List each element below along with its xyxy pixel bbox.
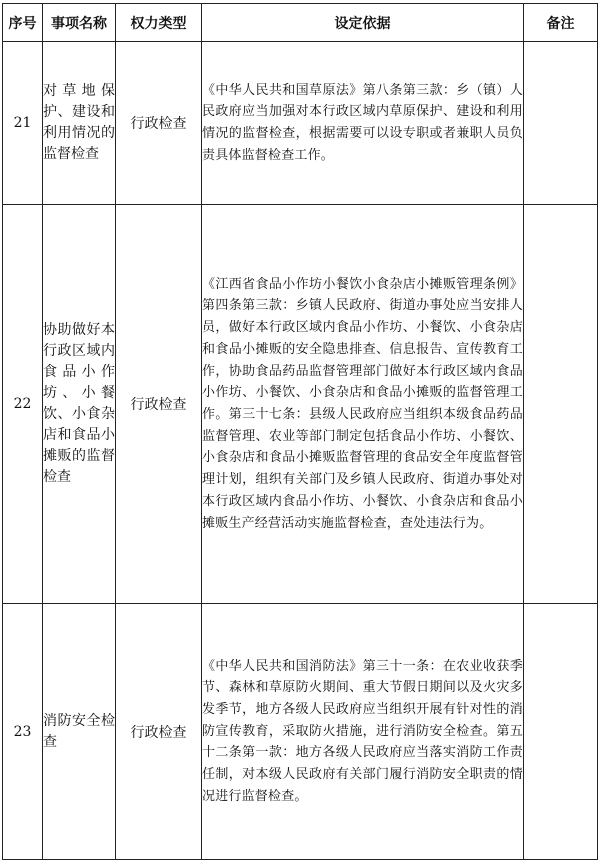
row-power-type: 行政检查 — [116, 42, 202, 205]
header-basis: 设定依据 — [202, 4, 524, 42]
table-row — [3, 604, 598, 860]
header-type: 权力类型 — [116, 4, 202, 42]
row-seq: 23 — [3, 604, 43, 860]
header-note: 备注 — [524, 4, 598, 42]
power-list-table — [2, 3, 598, 860]
row-note — [524, 42, 598, 205]
row-item-name: 对草地保护、建设和利用情况的监督检查 — [43, 42, 116, 205]
row-seq: 22 — [3, 205, 43, 604]
row-item-name: 协助做好本行政区域内食品小作坊、小餐饮、小食杂店和食品小摊贩的监督检查 — [43, 205, 116, 604]
row-note — [524, 205, 598, 604]
header-seq: 序号 — [3, 4, 43, 42]
header-name: 事项名称 — [43, 4, 116, 42]
row-power-type: 行政检查 — [116, 604, 202, 860]
header-row — [3, 4, 598, 42]
row-legal-basis: 《中华人民共和国消防法》第三十一条：在农业收获季节、森林和草原防火期间、重大节假日期间以及火灾多发季节，地方各级人民政府应当组织开展有针对性的消防宣传教育，采取防火措施，进行消防安全检查。第五十二条第一款：地方各级人民政府应当落实消防工作责任制，对本级人民政府有关部门履行消防安全职责的情况进行监督检查。 — [202, 604, 524, 860]
table-row — [3, 205, 598, 604]
row-power-type: 行政检查 — [116, 205, 202, 604]
row-legal-basis: 《中华人民共和国草原法》第八条第三款：乡（镇）人民政府应当加强对本行政区域内草原保护、建设和利用情况的监督检查，根据需要可以设专职或者兼职人员负责具体监督检查工作。 — [202, 42, 524, 205]
row-note — [524, 604, 598, 860]
row-seq: 21 — [3, 42, 43, 205]
table-row — [3, 42, 598, 205]
row-legal-basis: 《江西省食品小作坊小餐饮小食杂店小摊贩管理条例》第四条第三款：乡镇人民政府、街道办事处应当安排人员，做好本行政区域内食品小作坊、小餐饮、小食杂店和食品小摊贩的安全隐患排查、信息报告、宣传教育工作，协助食品药品监督管理部门做好本行政区域内食品小作坊、小餐饮、小食杂店和食品小摊贩的监督管理工作。第三十七条：县级人民政府应当组织本级食品药品监督管理、农业等部门制定包括食品小作坊、小餐饮、小食杂店和食品小摊贩监督管理的食品安全年度监督管理计划，组织有关部门及乡镇人民政府、街道办事处对本行政区域内食品小作坊、小餐饮、小食杂店和食品小摊贩生产经营活动实施监督检查，查处违法行为。 — [202, 205, 524, 604]
row-item-name: 消防安全检查 — [43, 604, 116, 860]
